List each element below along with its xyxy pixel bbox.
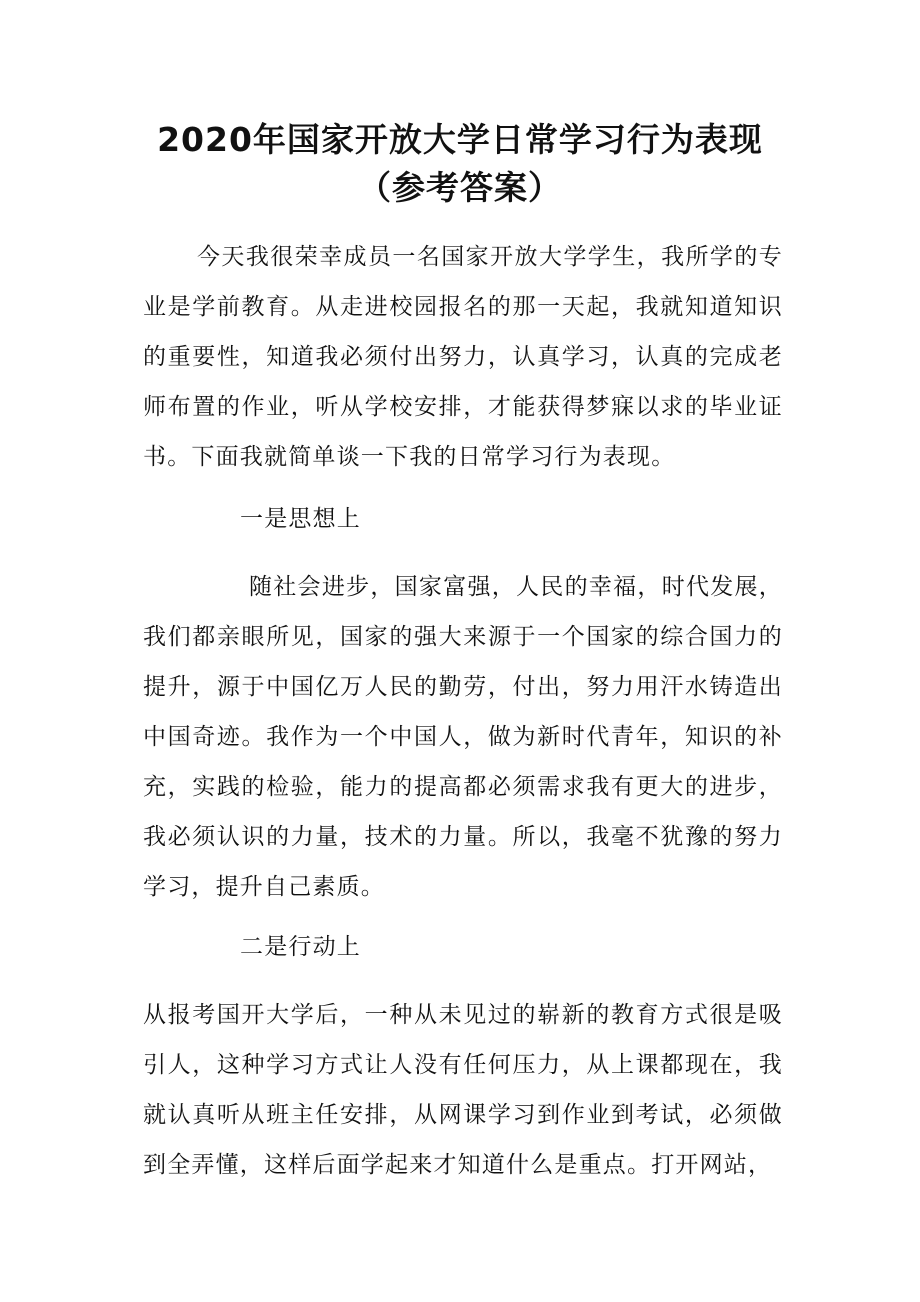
document-subtitle: （参考答案） <box>358 168 562 207</box>
intro-paragraph: 今天我很荣幸成员一名国家开放大学学生，我所学的专业是学前教育。从走进校园报名的那一天起，我就知道知识的重要性，知道我必须付出努力，认真学习，认真的完成老师布置的作业，听从学校安排，才能获得梦寐以求的毕业证书。下面我就简单谈一下我的日常学习行为表现。 <box>143 244 783 470</box>
section-paragraph-action: 从报考国开大学后，一种从未见过的崭新的教育方式很是吸引人，这种学习方式让人没有任何压力，从上课都现在，我就认真听从班主任安排，从网课学习到作业到考试，必须做到全弄懂，这样后面学起来才知道什么是重点。打开网站， <box>143 1002 783 1178</box>
section-heading-thought: 一是思想上 <box>240 506 361 532</box>
section-paragraph-thought: 随社会进步，国家富强，人民的幸福，时代发展，我们都亲眼所见，国家的强大来源于一个国家的综合国力的提升，源于中国亿万人民的勤劳，付出，努力用汗水铸造出中国奇迹。我作为一个中国人，做为新时代青年，知识的补充，实践的检验，能力的提高都必须需求我有更大的进步，我必须认识的力量，技术的力量。所以，我毫不犹豫的努力学习，提升自己素质。 <box>143 574 783 900</box>
section-heading-action: 二是行动上 <box>240 934 361 960</box>
document-title: 2020年国家开放大学日常学习行为表现 <box>157 120 763 159</box>
